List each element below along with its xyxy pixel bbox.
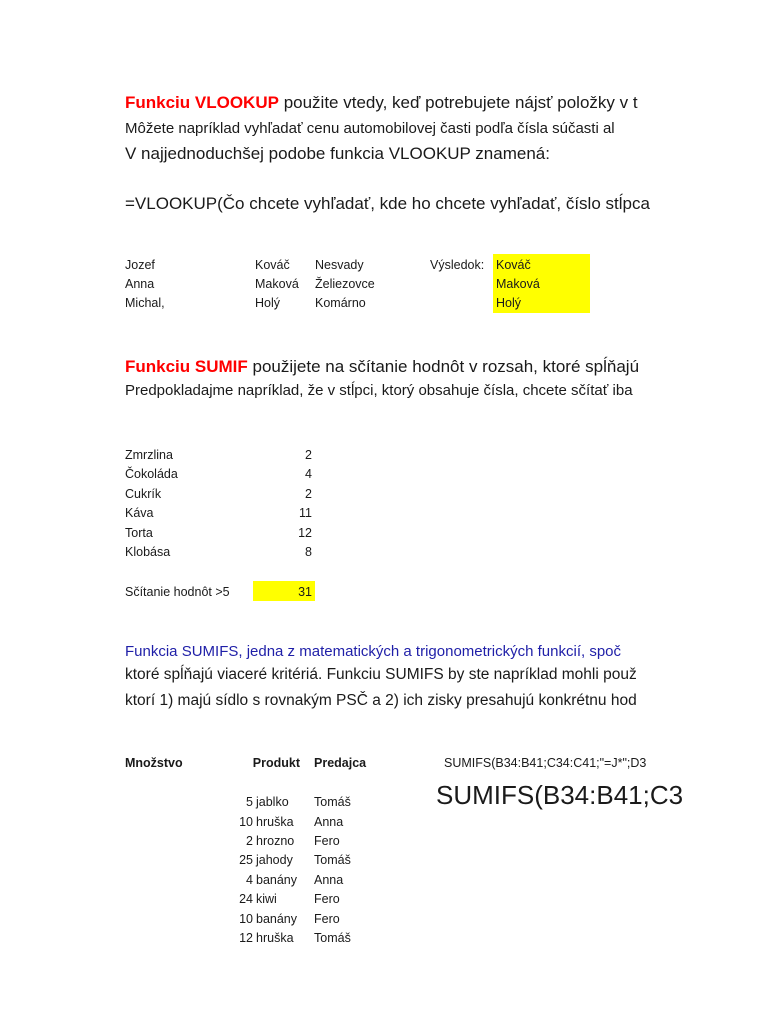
vlookup-heading-title: Funkciu VLOOKUP <box>125 93 279 112</box>
header-quantity: Množstvo <box>125 756 183 770</box>
seller-cell: Tomáš <box>314 853 351 867</box>
item-name-cell: Zmrzlina <box>125 448 173 462</box>
quantity-cell: 4 <box>246 873 253 887</box>
product-cell: jablko <box>256 795 289 809</box>
result-label: Výsledok: <box>430 258 485 272</box>
seller-cell: Anna <box>314 815 344 829</box>
product-cell: jahody <box>256 853 293 867</box>
sumifs-description-line: ktoré spĺňajú viaceré kritériá. Funkciu SUMIFS by ste napríklad mohli použ <box>125 666 637 683</box>
product-cell: kiwi <box>256 892 277 906</box>
quantity-cell: 2 <box>246 834 253 848</box>
sumif-description-line: Predpokladajme napríklad, že v stĺpci, ktorý obsahuje čísla, chcete sčítať iba <box>125 382 633 399</box>
item-value-cell: 11 <box>299 506 312 520</box>
result-cell: Maková <box>496 277 540 291</box>
first-name-cell: Jozef <box>125 258 155 272</box>
first-name-cell: Anna <box>125 277 155 291</box>
sumifs-formula-large: SUMIFS(B34:B41;C3 <box>436 780 684 810</box>
vlookup-description-line: V najjednoduchšej podobe funkcia VLOOKUP znamená: <box>125 144 550 163</box>
vlookup-formula: =VLOOKUP(Čo chcete vyhľadať, kde ho chcete vyhľadať, číslo stĺpca <box>125 194 650 213</box>
city-cell: Želiezovce <box>315 277 375 291</box>
seller-cell: Fero <box>314 834 340 848</box>
last-name-cell: Maková <box>255 277 299 291</box>
sumif-heading-title: Funkciu SUMIF <box>125 357 248 376</box>
vlookup-description-line: Môžete napríklad vyhľadať cenu automobilovej časti podľa čísla súčasti al <box>125 120 615 137</box>
quantity-cell: 12 <box>239 931 253 945</box>
quantity-cell: 10 <box>239 912 253 926</box>
result-cell: Kováč <box>496 258 531 272</box>
quantity-cell: 24 <box>239 892 253 906</box>
item-name-cell: Káva <box>125 506 154 520</box>
sumif-heading-text: použijete na sčítanie hodnôt v rozsah, ktoré spĺňajú <box>247 357 640 376</box>
seller-cell: Anna <box>314 873 344 887</box>
product-cell: hruška <box>256 931 294 945</box>
sumif-total-label: Sčítanie hodnôt >5 <box>125 585 230 599</box>
sumifs-heading: Funkcia SUMIFS, jedna z matematických a trigonometrických funkcií, spoč <box>125 643 622 660</box>
vlookup-heading-text: použite vtedy, keď potrebujete nájsť položky v t <box>278 93 638 112</box>
header-product: Produkt <box>252 756 300 770</box>
sumif-heading <box>125 357 639 377</box>
city-cell: Komárno <box>315 296 366 310</box>
quantity-cell: 25 <box>239 853 253 867</box>
seller-cell: Tomáš <box>314 795 351 809</box>
last-name-cell: Holý <box>255 296 281 310</box>
product-cell: banány <box>256 873 298 887</box>
product-cell: hrozno <box>256 834 295 848</box>
item-name-cell: Cukrík <box>125 487 162 501</box>
item-name-cell: Čokoláda <box>125 467 178 481</box>
quantity-cell: 5 <box>246 795 253 809</box>
quantity-cell: 10 <box>239 815 253 829</box>
result-cell: Holý <box>496 296 522 310</box>
item-value-cell: 2 <box>305 487 312 501</box>
sumif-total-value: 31 <box>298 585 312 599</box>
header-seller: Predajca <box>314 756 367 770</box>
product-cell: hruška <box>256 815 294 829</box>
item-value-cell: 12 <box>298 526 312 540</box>
vlookup-heading <box>125 93 638 113</box>
seller-cell: Fero <box>314 912 340 926</box>
item-name-cell: Torta <box>125 526 153 540</box>
seller-cell: Tomáš <box>314 931 351 945</box>
city-cell: Nesvady <box>315 258 364 272</box>
product-cell: banány <box>256 912 298 926</box>
item-value-cell: 2 <box>305 448 312 462</box>
first-name-cell: Michal, <box>125 296 165 310</box>
seller-cell: Fero <box>314 892 340 906</box>
sumifs-description-line: ktorí 1) majú sídlo s rovnakým PSČ a 2) ich zisky presahujú konkrétnu hod <box>125 692 637 709</box>
item-value-cell: 4 <box>305 467 312 481</box>
item-value-cell: 8 <box>305 545 312 559</box>
last-name-cell: Kováč <box>255 258 290 272</box>
sumifs-formula-small: SUMIFS(B34:B41;C34:C41;"=J*";D3 <box>444 756 647 770</box>
item-name-cell: Klobása <box>125 545 171 559</box>
